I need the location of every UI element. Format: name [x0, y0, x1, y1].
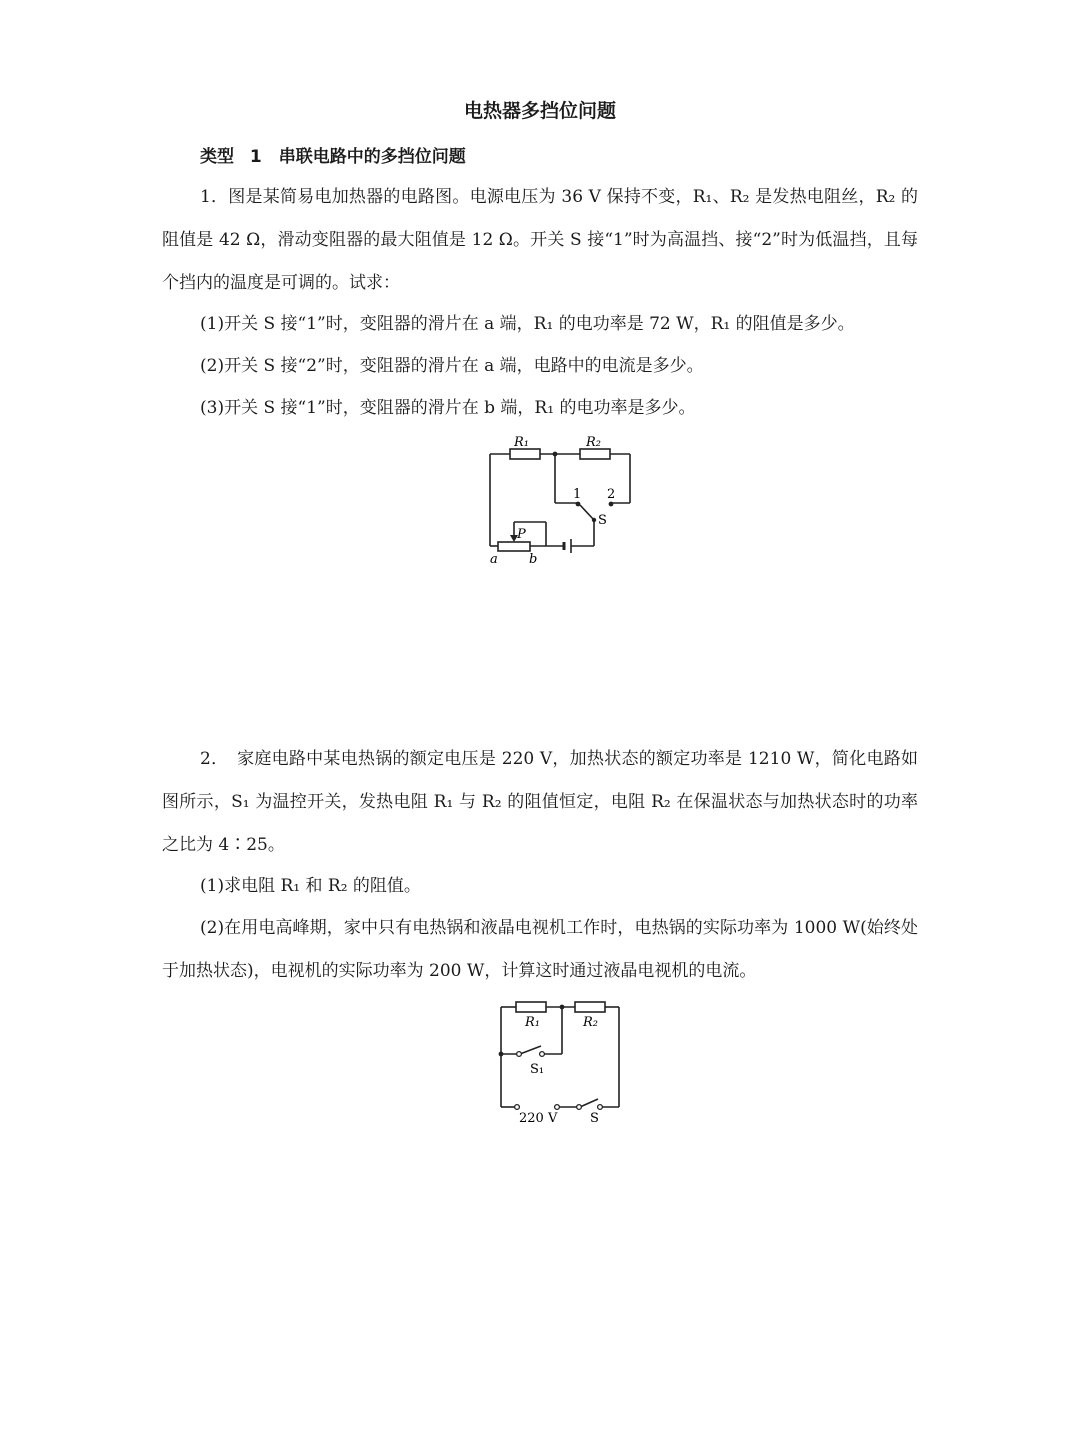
- question-1-part-1: (1)开关 S 接“1”时，变阻器的滑片在 a 端，R₁ 的电功率是 72 W，R₁ 的阻值是多少。: [200, 314, 855, 334]
- label-end-a: a: [490, 552, 498, 567]
- label-r1: R₁: [514, 435, 529, 450]
- question-2-part-2: (2)在用电高峰期，家中只有电热锅和液晶电视机工作时，电热锅的实际功率为 1000 W(始终处于加热状态)，电视机的实际功率为 200 W，计算这时通过液晶电视机的电流。: [162, 918, 918, 981]
- label-r2: R₂: [586, 435, 601, 450]
- label-voltage: 220 V: [519, 1111, 558, 1126]
- label-slider-p: P: [517, 527, 526, 542]
- question-1-part-2: (2)开关 S 接“2”时，变阻器的滑片在 a 端，电路中的电流是多少。: [200, 356, 704, 376]
- question-1-stem: 1．图是某简易电加热器的电路图。电源电压为 36 V 保持不变，R₁、R₂ 是发热电阻丝，R₂ 的阻值是 42 Ω，滑动变阻器的最大阻值是 12 Ω。开关 S 接“1”时为高温挡、接“2”时为低温挡，且每个挡内的温度是可调的。试求：: [162, 187, 918, 293]
- label-terminal-1: 1: [573, 487, 582, 502]
- question-2-part-1: (1)求电阻 R₁ 和 R₂ 的阻值。: [200, 876, 421, 896]
- label-r2-2: R₂: [583, 1015, 598, 1030]
- label-r1-2: R₁: [525, 1015, 540, 1030]
- resistor-r2-symbol-2: [575, 1002, 605, 1012]
- resistor-r1-symbol: [510, 449, 540, 459]
- label-terminal-2: 2: [607, 487, 616, 502]
- resistor-r2-symbol: [580, 449, 610, 459]
- label-end-b: b: [529, 552, 538, 567]
- question-1-part-3: (3)开关 S 接“1”时，变阻器的滑片在 b 端，R₁ 的电功率是多少。: [200, 398, 696, 418]
- section-heading: 类型 1 串联电路中的多挡位问题: [200, 147, 466, 167]
- circuit-diagram-1: [470, 428, 650, 573]
- question-2-stem: 2． 家庭电路中某电热锅的额定电压是 220 V，加热状态的额定功率是 1210 W，简化电路如图所示，S₁ 为温控开关，发热电阻 R₁ 与 R₂ 的阻值恒定，电阻 R₂ 在保温状态与加热状态时的功率之比为 4∶25。: [162, 749, 918, 855]
- resistor-r1-symbol-2: [516, 1002, 546, 1012]
- circuit-diagram-2: [490, 992, 630, 1132]
- label-switch-s1: S₁: [530, 1062, 545, 1077]
- rheostat-symbol: [498, 542, 530, 551]
- page-title: 电热器多挡位问题: [463, 100, 616, 122]
- label-switch-s-2: S: [590, 1111, 599, 1126]
- label-switch-s: S: [598, 513, 607, 528]
